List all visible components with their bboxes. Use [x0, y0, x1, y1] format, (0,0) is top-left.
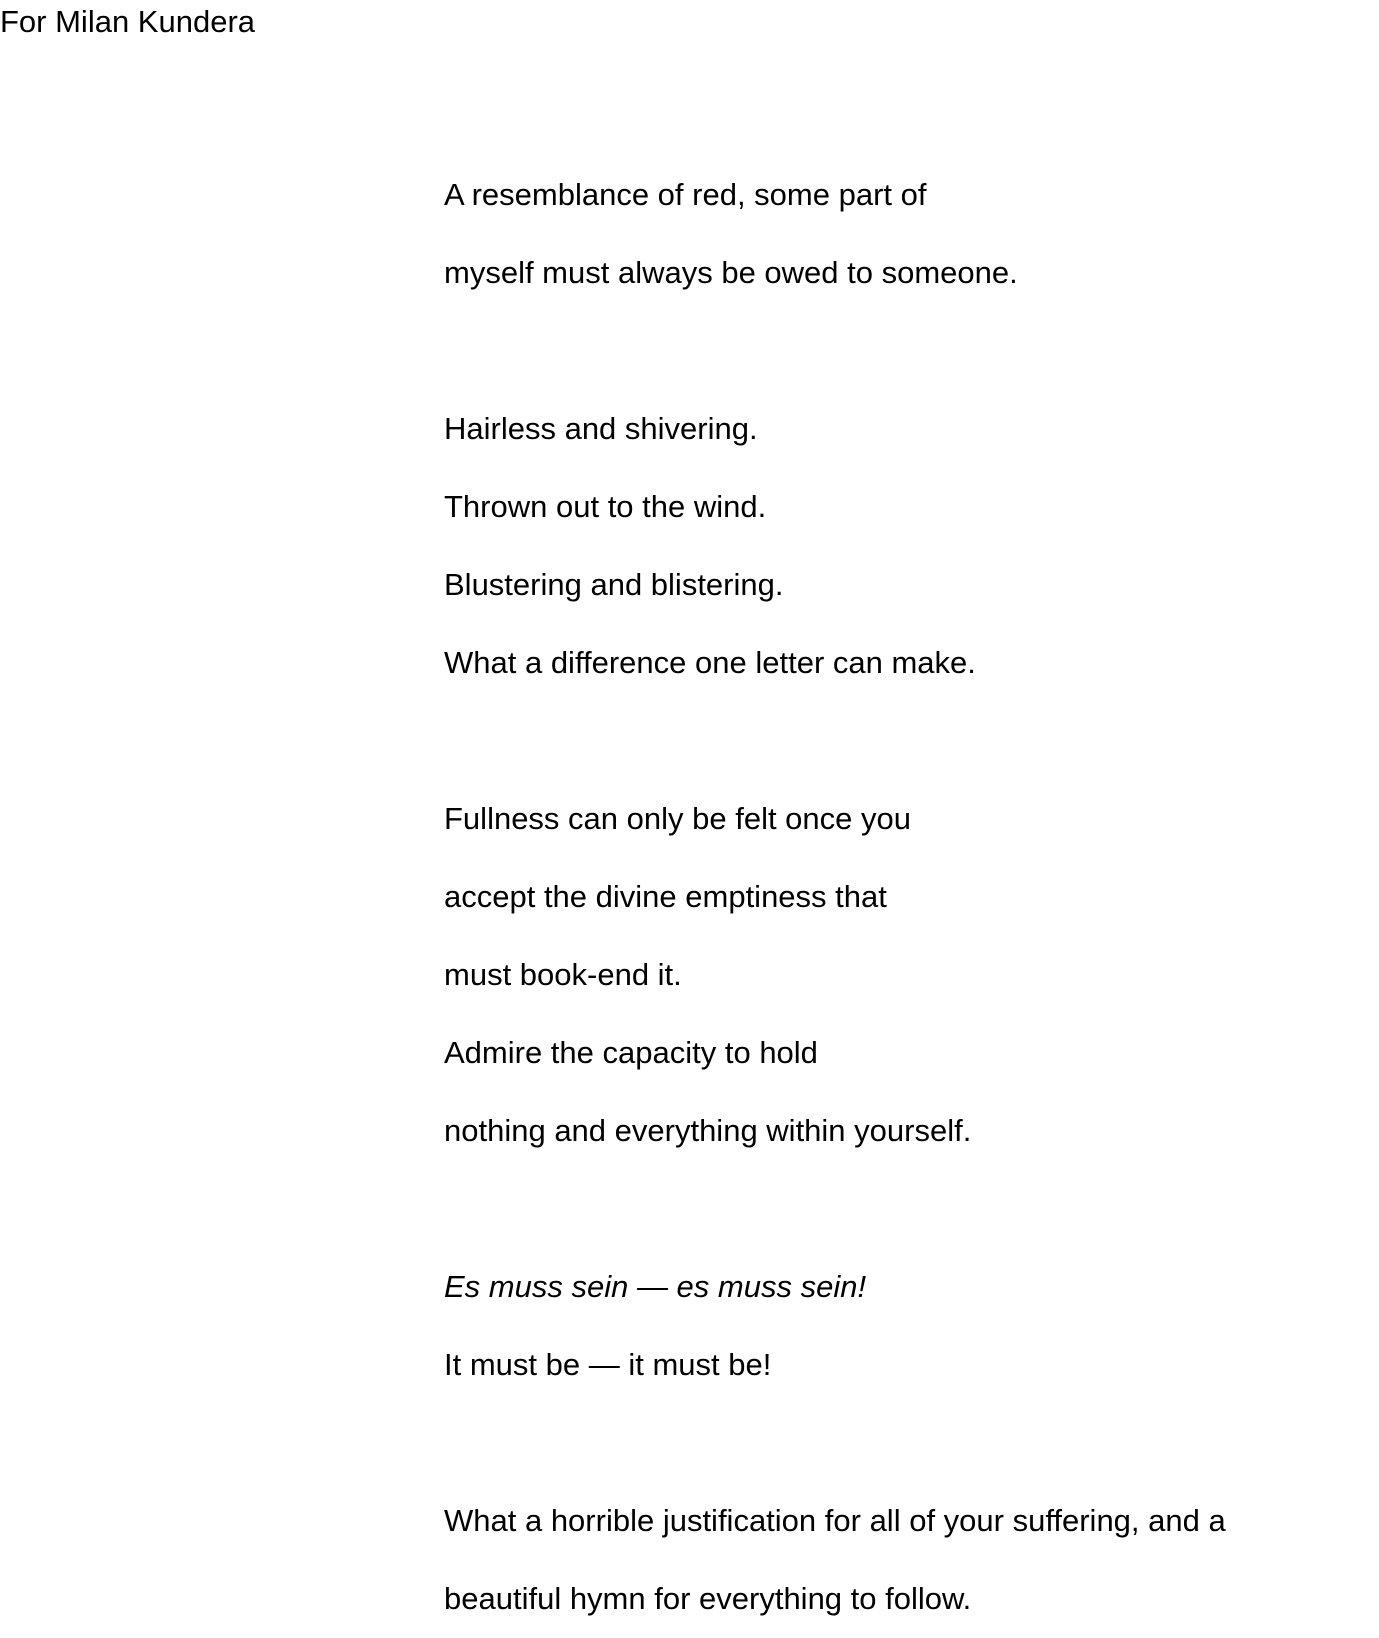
poem-line: accept the divine emptiness that: [444, 879, 887, 914]
poem-line: What a difference one letter can make.: [444, 645, 976, 680]
stanza-5: [444, 1482, 1364, 1638]
poem-line: Admire the capacity to hold: [444, 1035, 818, 1070]
poem-line: myself must always be owed to someone.: [444, 255, 1018, 290]
poem-line: Hairless and shivering.: [444, 411, 758, 446]
stanza-1: [444, 156, 1364, 312]
poem-line: Blustering and blistering.: [444, 567, 784, 602]
poem-line: must book-end it.: [444, 957, 682, 992]
poem-line: nothing and everything within yourself.: [444, 1113, 972, 1148]
poem-line: beautiful hymn for everything to follow.: [444, 1581, 972, 1616]
poem-line: What a horrible justification for all of your suffering, and a: [444, 1503, 1226, 1538]
stanza-2: [444, 390, 1364, 702]
stanza-4: [444, 1248, 1364, 1404]
poem-line: Fullness can only be felt once you: [444, 801, 911, 836]
dedication: For Milan Kundera: [0, 4, 256, 39]
stanza-3: [444, 780, 1364, 1170]
poem-line: Thrown out to the wind.: [444, 489, 767, 524]
poem: [444, 156, 1364, 1638]
poem-line-german: Es muss sein — es muss sein!: [444, 1269, 867, 1304]
poem-line: A resemblance of red, some part of: [444, 177, 927, 212]
poem-line-translation: It must be — it must be!: [444, 1347, 772, 1382]
